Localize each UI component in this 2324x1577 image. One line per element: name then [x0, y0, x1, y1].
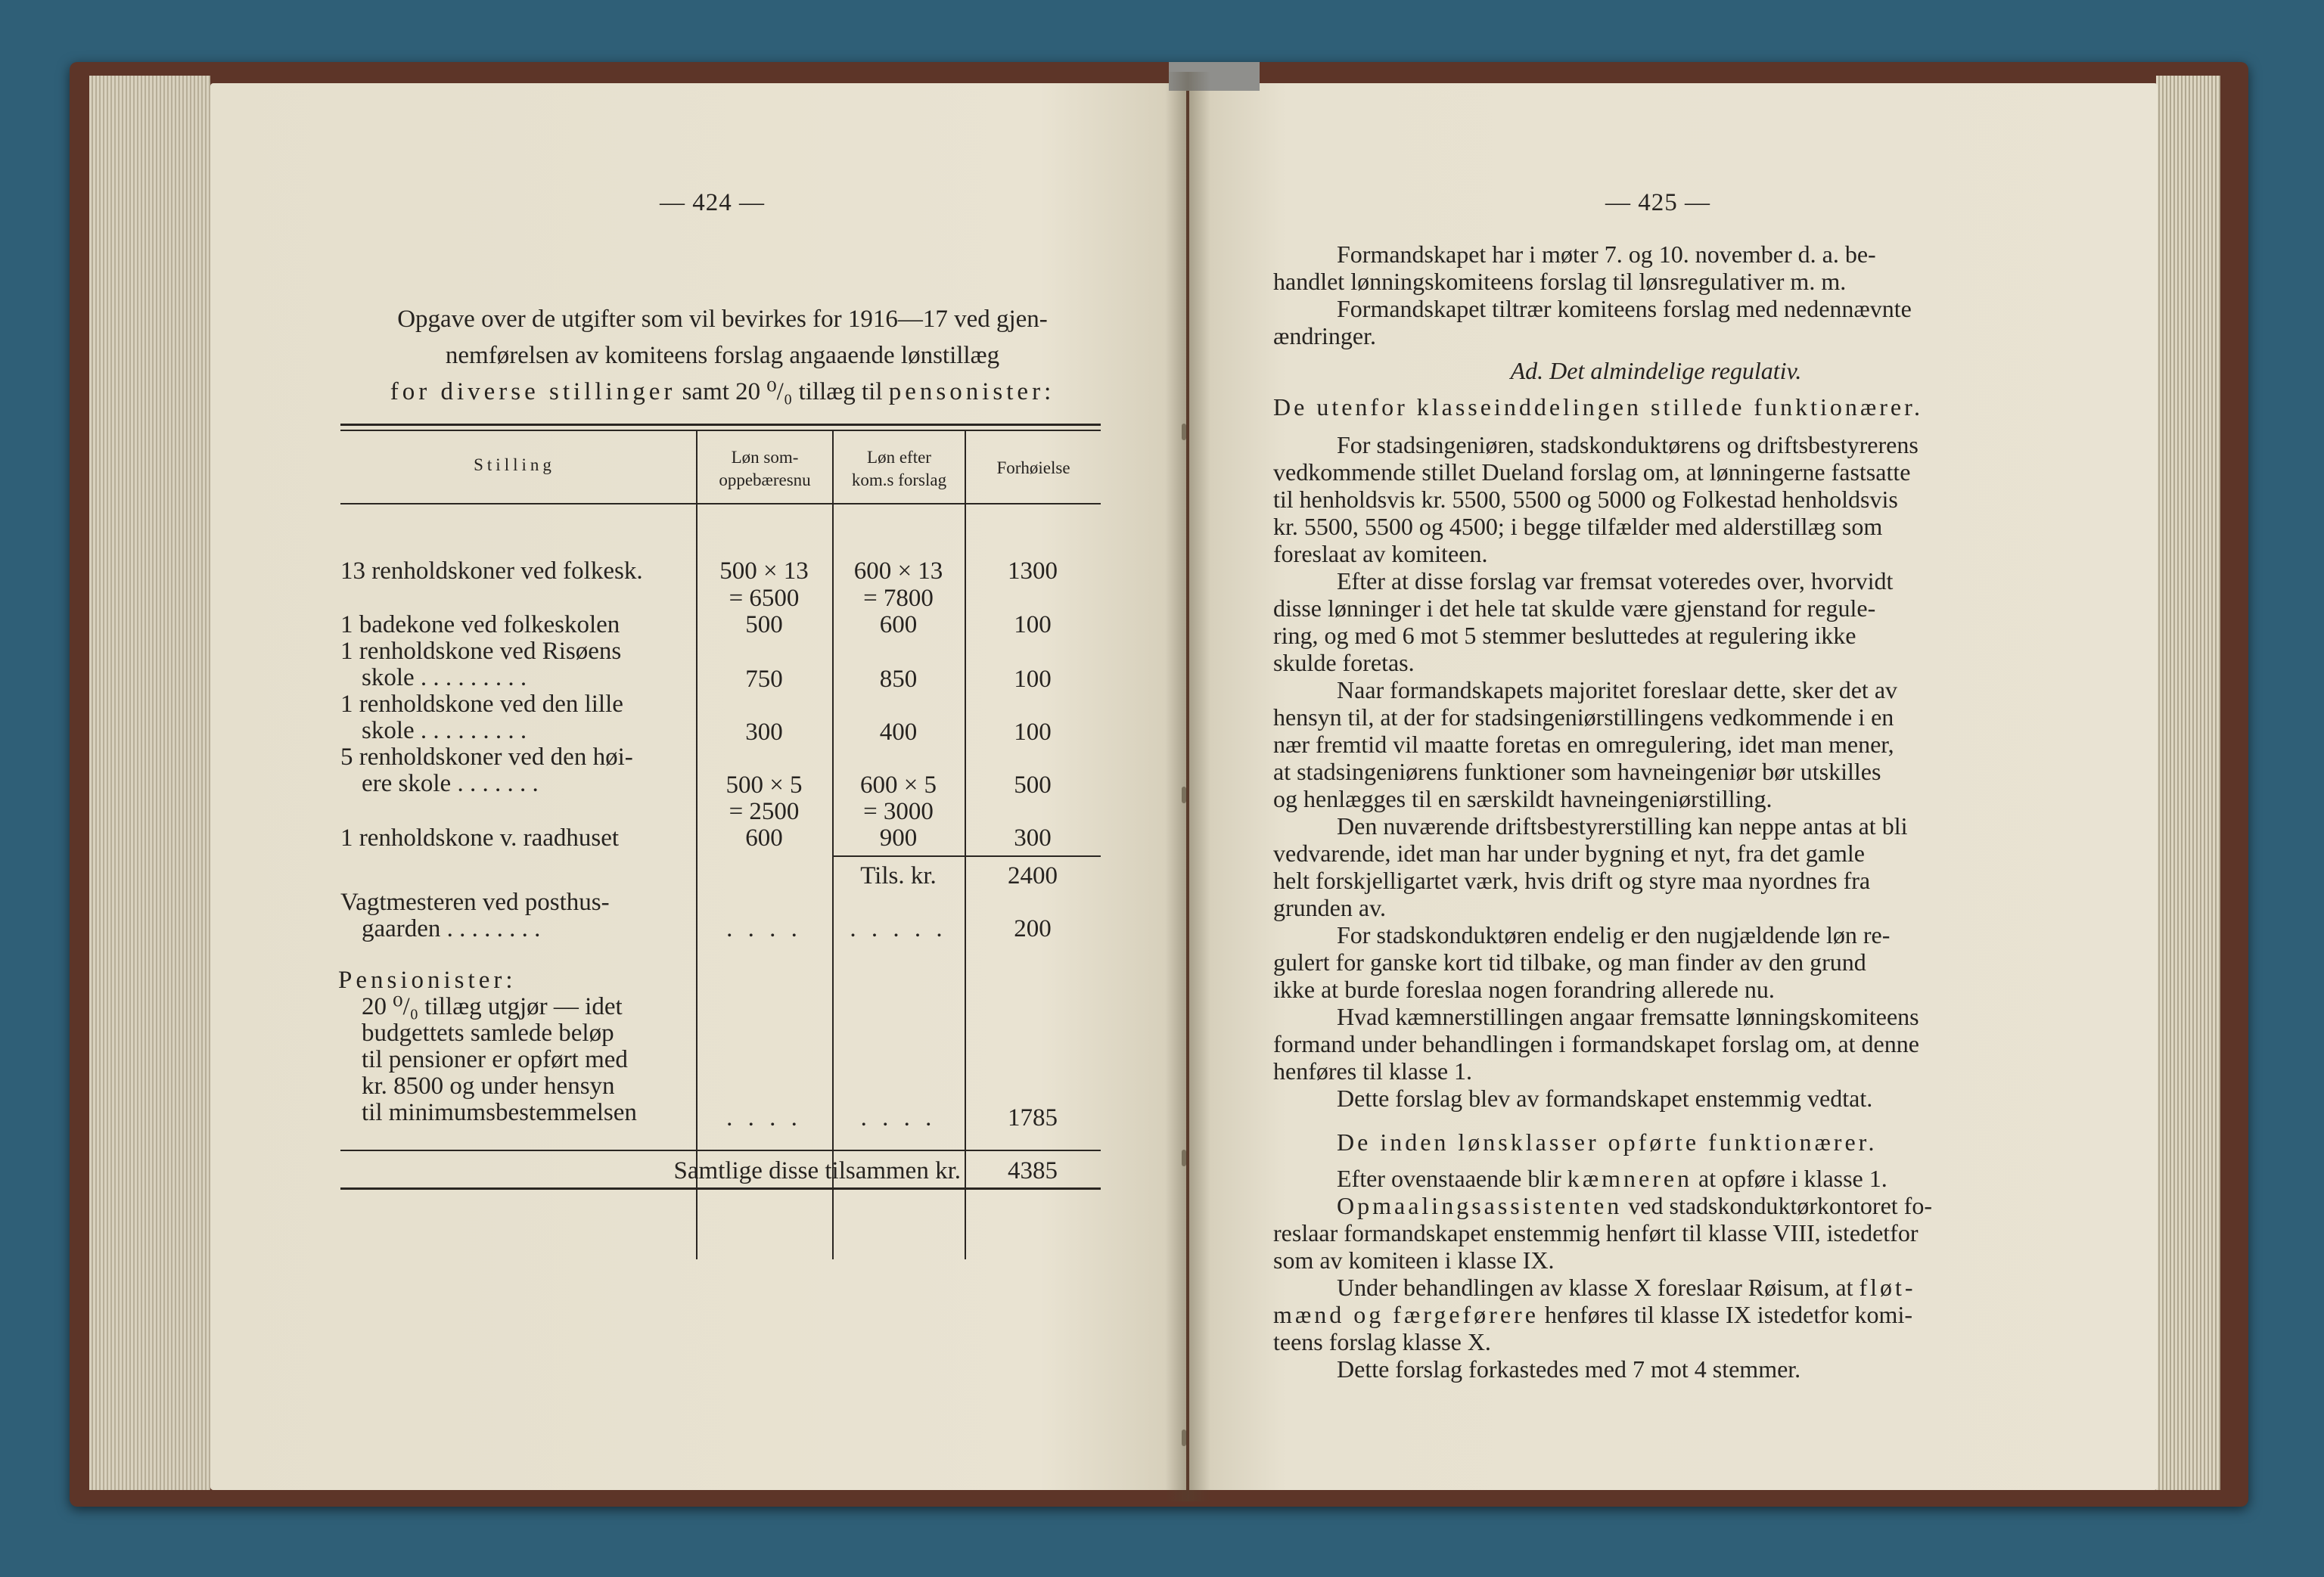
pension-line: til minimumsbestemmelsen — [362, 1099, 637, 1126]
caption-line: nemførelsen av komiteens forslag angaaende lønstillæg — [445, 342, 1000, 369]
col-header-now — [698, 446, 832, 492]
subtotal-label: Tils. kr. — [860, 862, 937, 889]
col-header-stilling: Stilling — [474, 455, 555, 474]
pension-line: budgettets samlede beløp — [362, 1020, 614, 1047]
row-stilling: 1 renholdskone v. raadhuset — [340, 824, 620, 852]
text-line — [1273, 1192, 2039, 1219]
page-edges-left — [89, 76, 210, 1490]
page-number-left: — 424 — — [660, 189, 765, 216]
paragraph — [1273, 431, 2039, 1112]
heading-utenfor: De utenfor klasseinddelingen stillede funktionærer. — [1273, 393, 1923, 421]
text-line: som av komiteen i klasse IX. — [1273, 1246, 1555, 1274]
text-line: helt forskjelligartet værk, hvis drift og styre maa nyordnes fra — [1273, 867, 1871, 894]
subtotal-value: 2400 — [1008, 862, 1058, 889]
row-stilling: ere skole . . . . . . . — [362, 770, 539, 797]
text-line — [1273, 1301, 2039, 1328]
text-span: henføres til klasse IX istedetfor komi- — [1538, 1301, 1912, 1328]
pension-line: 20 ⁰/₀ tillæg utgjør — idet — [362, 993, 623, 1020]
vagt-stilling: Vagtmesteren ved posthus- — [340, 889, 610, 916]
pension-line: til pensioner er opført med — [362, 1046, 628, 1073]
col-header-text: oppebæresnu — [719, 470, 811, 489]
pension-dots: . . . . — [860, 1104, 937, 1132]
col-header-text: Løn som- — [731, 448, 799, 467]
text-line: nær fremtid vil maatte foretas en omregulering, idet man mener, — [1273, 731, 1894, 758]
row-proposed: = 7800 — [863, 585, 934, 612]
row-proposed: = 3000 — [863, 798, 934, 825]
row-stilling: 5 renholdskoner ved den høi- — [340, 743, 633, 771]
page-number-right: — 425 — — [1605, 189, 1710, 216]
row-increase: 100 — [1014, 666, 1052, 693]
row-stilling: skole . . . . . . . . . — [362, 717, 527, 744]
text-line: hensyn til, at der for stadsingeniørstillingens vedkommende i en — [1273, 703, 1894, 731]
text-span-spaced: Opmaalingsassistenten — [1337, 1192, 1623, 1219]
row-increase: 100 — [1014, 719, 1052, 746]
row-stilling: skole . . . . . . . . . — [362, 664, 527, 691]
page-edges-right — [2156, 76, 2220, 1490]
total-value: 4385 — [1008, 1157, 1058, 1184]
row-stilling: 1 renholdskone ved den lille — [340, 691, 623, 718]
row-proposed: 400 — [879, 719, 918, 746]
table-top-rule — [340, 430, 1101, 431]
row-now: = 2500 — [729, 798, 800, 825]
row-increase: 300 — [1014, 824, 1052, 852]
vagt-increase: 200 — [1014, 915, 1052, 942]
col-header-text: Løn efter — [867, 448, 931, 467]
row-now: 750 — [745, 666, 783, 693]
text-line: Formandskapet tiltrær komiteens forslag med nedennævnte — [1337, 295, 1912, 322]
text-line: til henholdsvis kr. 5500, 5500 og 5000 og Folkestad henholdsvis — [1273, 486, 1898, 513]
text-span: Efter ovenstaaende blir — [1337, 1165, 1567, 1192]
total-label: Samtlige disse tilsammen kr. — [673, 1157, 961, 1184]
caption-line — [333, 374, 1112, 410]
row-increase: 100 — [1014, 611, 1052, 638]
book-spine — [1165, 72, 1210, 1501]
pension-line: kr. 8500 og under hensyn — [362, 1073, 615, 1100]
row-proposed: 600 × 5 — [859, 771, 937, 799]
table-bottom-rule — [340, 1187, 1101, 1190]
binding-staple — [1182, 1430, 1186, 1446]
row-stilling: 13 renholdskoner ved folkesk. — [340, 557, 643, 585]
table-header-rule — [340, 503, 1101, 504]
text-line: formand under behandlingen i formandskapet forslag om, at denne — [1273, 1030, 1919, 1057]
text-line: For stadskonduktøren endelig er den nugjældende løn re- — [1337, 921, 1891, 948]
row-proposed: 900 — [879, 824, 918, 852]
text-line — [1273, 1274, 2039, 1301]
text-line: kr. 5500, 5500 og 4500; i begge tilfælder med alderstillæg som — [1273, 513, 1883, 540]
subtotal-rule — [834, 855, 1101, 857]
text-line: ikke at burde foreslaa nogen forandring allerede nu. — [1273, 976, 1775, 1003]
text-line: og henlægges til en særskildt havneingeniørstilling. — [1273, 785, 1773, 812]
col-header-proposed — [834, 446, 965, 492]
row-proposed: 600 × 13 — [853, 557, 943, 585]
text-span-spaced: fløt- — [1859, 1274, 1916, 1301]
text-line: at stadsingeniørens funktioner som havneingeniør bør utskilles — [1273, 758, 1881, 785]
row-increase: 500 — [1014, 771, 1052, 799]
text-line: gulert for ganske kort tid tilbake, og man finder av den grund — [1273, 948, 1866, 976]
total-rule — [340, 1150, 1101, 1151]
paragraph — [1273, 1165, 2039, 1383]
caption-line: Opgave over de utgifter som vil bevirkes for 1916—17 ved gjen- — [397, 306, 1048, 333]
row-proposed: 600 — [879, 611, 918, 638]
text-line: Den nuværende driftsbestyrerstilling kan neppe antas at bli — [1337, 812, 1908, 840]
row-now: 500 × 5 — [725, 771, 803, 799]
vagt-stilling: gaarden . . . . . . . . — [362, 915, 541, 942]
text-line: Dette forslag forkastedes med 7 mot 4 stemmer. — [1337, 1355, 1801, 1383]
binding-staple — [1182, 1150, 1186, 1166]
pension-dots: . . . . — [726, 1104, 802, 1132]
row-stilling: 1 badekone ved folkeskolen — [340, 611, 620, 638]
text-line: Hvad kæmnerstillingen angaar fremsatte lønningskomiteens — [1337, 1003, 1919, 1030]
text-span-spaced: mænd og færgeførere — [1273, 1301, 1539, 1328]
pension-increase: 1785 — [1008, 1104, 1058, 1132]
table-top-rule — [340, 424, 1101, 426]
col-header-increase: Forhøielse — [996, 458, 1070, 477]
text-line: ændringer. — [1273, 322, 1376, 349]
text-line: Formandskapet har i møter 7. og 10. november d. a. be- — [1337, 241, 1876, 268]
row-proposed: 850 — [879, 666, 918, 693]
binding-staple — [1182, 424, 1186, 440]
row-increase: 1300 — [1008, 557, 1058, 585]
text-line: Naar formandskapets majoritet foreslaar dette, sker det av — [1337, 676, 1898, 703]
row-now: 500 — [745, 611, 783, 638]
caption-spaced: for diverse stillinger — [390, 378, 676, 405]
row-now: 500 × 13 — [719, 557, 809, 585]
text-line: grunden av. — [1273, 894, 1386, 921]
text-span: at opføre i klasse 1. — [1692, 1165, 1887, 1192]
text-line: vedkommende stillet Dueland forslag om, at lønningerne fastsatte — [1273, 458, 1911, 486]
text-line: ring, og med 6 mot 5 stemmer besluttedes at regulering ikke — [1273, 622, 1856, 649]
text-span: Under behandlingen av klasse X foreslaar Røisum, at — [1337, 1274, 1860, 1301]
heading-ad: Ad. Det almindelige regulativ. — [1510, 357, 1802, 384]
table-caption — [333, 301, 1112, 410]
text-line: foreslaat av komiteen. — [1273, 540, 1488, 567]
text-line: vedvarende, idet man har under bygning et nyt, fra det gamle — [1273, 840, 1865, 867]
vagt-dots: . . . . . — [850, 915, 947, 942]
text-span-spaced: kæmneren — [1567, 1165, 1693, 1192]
row-now: 600 — [745, 824, 783, 852]
text-line: skulde foretas. — [1273, 649, 1415, 676]
text-line: handlet lønningskomiteens forslag til lønsregulativer m. m. — [1273, 268, 1847, 295]
heading-inden: De inden lønsklasser opførte funktionærer. — [1337, 1128, 1878, 1156]
paragraph — [1273, 241, 2039, 349]
col-header-text: kom.s forslag — [851, 470, 947, 489]
text-line — [1273, 1165, 2039, 1192]
text-line: Dette forslag blev av formandskapet enstemmig vedtat. — [1337, 1085, 1873, 1112]
row-now: = 6500 — [729, 585, 800, 612]
text-line: For stadsingeniøren, stadskonduktørens og driftsbestyrerens — [1337, 431, 1919, 458]
row-now: 300 — [745, 719, 783, 746]
vagt-dots: . . . . — [726, 915, 802, 942]
caption-text: samt 20 ⁰/₀ tillæg til — [676, 378, 889, 405]
text-line: disse lønninger i det hele tat skulde være gjenstand for regule- — [1273, 594, 1876, 622]
text-line: reslaar formandskapet enstemmig henført til klasse VIII, istedetfor — [1273, 1219, 1919, 1246]
caption-spaced: pensonister: — [888, 378, 1055, 405]
text-span: ved stadskonduktørkontoret fo- — [1622, 1192, 1932, 1219]
binding-staple — [1182, 787, 1186, 803]
text-line: Efter at disse forslag var fremsat voteredes over, hvorvidt — [1337, 567, 1894, 594]
row-stilling: 1 renholdskone ved Risøens — [340, 638, 622, 665]
text-line: henføres til klasse 1. — [1273, 1057, 1473, 1085]
text-line: teens forslag klasse X. — [1273, 1328, 1491, 1355]
pension-title: Pensionister: — [338, 967, 517, 994]
